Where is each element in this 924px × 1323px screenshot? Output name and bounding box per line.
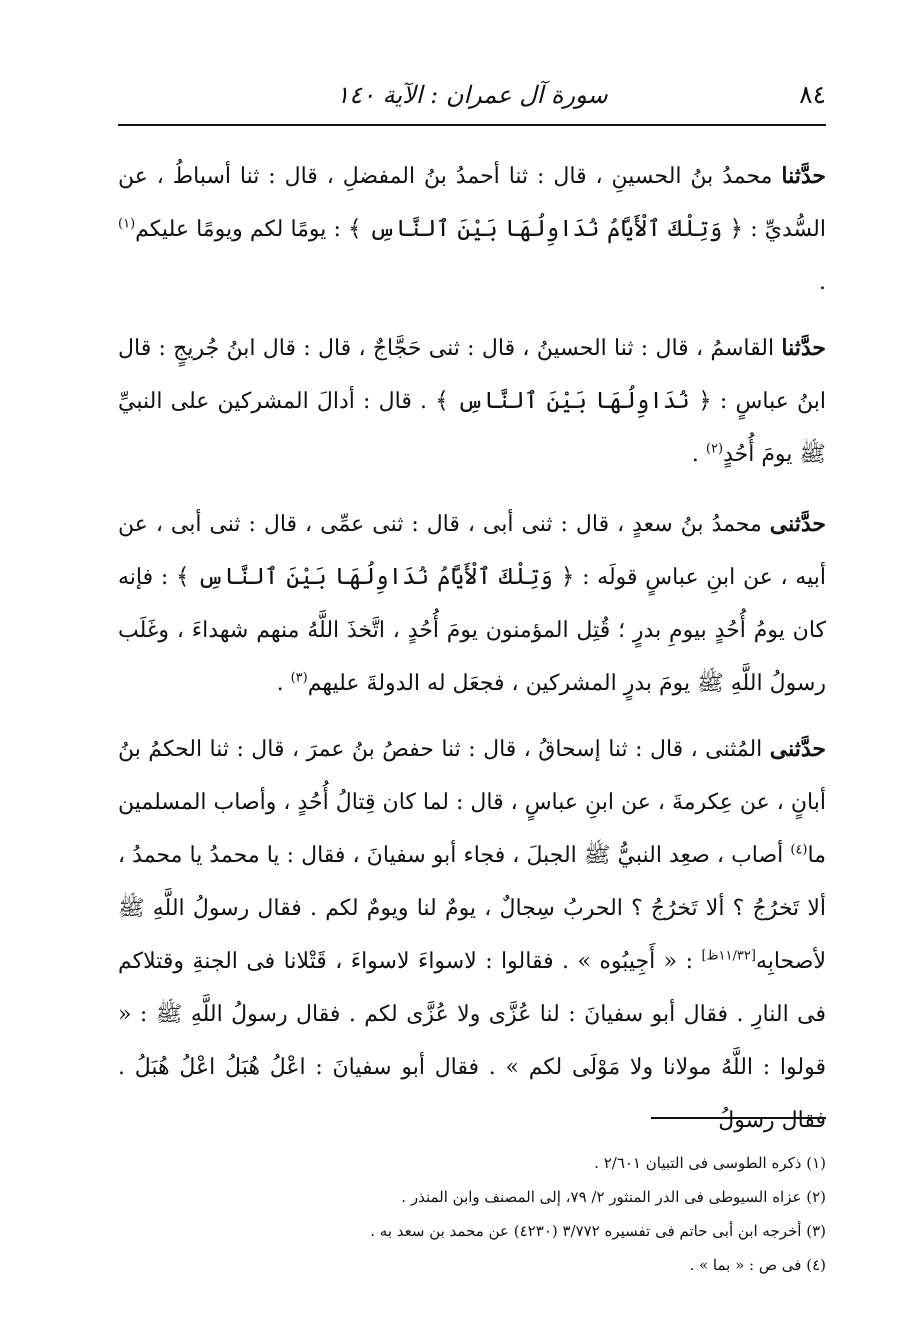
body-text bbox=[118, 150, 826, 1160]
quran-verse: ﴿ وَتِلْكَ ٱلْأَيَّامُ نُدَاوِلُهَا بَيْنَ ٱلنَّاسِ ﴾ bbox=[175, 564, 575, 590]
footnote-ref[interactable]: (٢) bbox=[705, 441, 724, 457]
page-number: ٨٤ bbox=[799, 80, 826, 109]
footnote-ref[interactable]: (١) bbox=[118, 216, 136, 232]
paragraph bbox=[118, 322, 826, 481]
text-run: أصاب ، صعِد النبيُّ ﷺ الجبلَ ، فجاء أبو سفيانَ ، فقال : يا محمدُ يا محمدُ ، ألا تَخرُجُ ؟ ألا تَخرُجُ ؟ الحربُ سِجالٌ ، يومٌ لنا ويومٌ لكم . فقال رسولُ اللَّهِ ﷺ لأصحابِه bbox=[118, 843, 826, 974]
text-run: المُثنى ، قال : ثنا إسحاقُ ، قال : ثنا حفصُ بنُ عمرَ ، قال : ثنا الحكمُ بنُ أبانٍ ، عن عِكرمةَ ، عن ابنِ عباسٍ ، قال : لما كان قِتالُ أُحُدٍ ، وأصاب المسلمين ما bbox=[118, 737, 826, 868]
footnote: (٣) أخرجه ابن أبى حاتم فى تفسيره ٣/٧٧٢ (٤٢٣٠) عن محمد بن سعد به . bbox=[370, 1222, 826, 1240]
header-rule bbox=[118, 124, 826, 126]
isnad-word: حدَّثنا bbox=[781, 335, 826, 361]
text-run: . bbox=[819, 270, 826, 295]
text-run: : يومًا لكم ويومًا عليكم bbox=[135, 217, 349, 242]
paragraph bbox=[118, 498, 826, 710]
footnote-ref[interactable]: (٣) bbox=[290, 670, 308, 686]
footnote: (٤) فى ص : « بما » . bbox=[689, 1256, 826, 1274]
footnote: (٢) عزاه السيوطى فى الدر المنثور ٢/ ٧٩، إلى المصنف وابن المنذر . bbox=[401, 1188, 826, 1206]
isnad-word: حدَّثنى bbox=[769, 511, 826, 537]
isnad-word: حدَّثنى bbox=[769, 736, 826, 762]
manuscript-folio-marker: [١١/٣٢ظ] bbox=[701, 948, 756, 964]
text-run: محمدُ بنُ الحسينِ ، قال : ثنا أحمدُ بنُ المفضلِ ، قال : ثنا أسباطُ ، عن السُّديِّ : bbox=[118, 164, 826, 242]
paragraph bbox=[118, 723, 826, 1147]
text-run: . bbox=[691, 442, 706, 467]
footnote-ref[interactable]: (٤) bbox=[790, 842, 808, 858]
text-run: : « أَجِيبُوه » . فقالوا : لاسواءَ لاسواءَ ، قَتْلانا فى الجنةِ وقتلاكم فى النارِ . فقال أبو سفيانَ : لنا عُزَّى ولا عُزَّى لكم . فقال رسولُ اللَّهِ ﷺ : « قولوا : اللَّهُ مولانا ولا مَوْلَى لكم » . فقال أبو سفيانَ : اعْلُ هُبَلُ اعْلُ هُبَلُ . فقال رسولُ bbox=[118, 949, 826, 1133]
text-run: القاسمُ ، قال : ثنا الحسينُ ، قال : ثنى حَجَّاجٌ ، قال : قال ابنُ جُريجٍ : قال ابنُ عباسٍ : bbox=[118, 336, 826, 414]
footnote: (١) ذكره الطوسى فى التبيان ٢/٦٠١ . bbox=[594, 1154, 826, 1172]
text-run: : فإنه كان يومُ أُحُدٍ بيومِ بدرٍ ؛ قُتِل المؤمنون يومَ أُحُدٍ ، اتَّخذَ اللَّهُ منهم شهداءَ ، وغَلَب رسولُ اللَّهِ ﷺ يومَ بدرٍ المشركين ، فجعَل له الدولةَ عليهم bbox=[118, 565, 826, 696]
page-header bbox=[118, 80, 826, 124]
footnotes bbox=[118, 1146, 826, 1282]
text-run: محمدُ بنُ سعدٍ ، قال : ثنى أبى ، قال : ثنى عمِّى ، قال : ثنى أبى ، عن أبيه ، عن ابنِ عباسٍ قولَه : bbox=[118, 512, 826, 590]
running-title: سورة آل عمران : الآية ١٤٠ bbox=[336, 81, 608, 109]
text-run: . قال : أدالَ المشركين على النبيِّ ﷺ يومَ أُحُدٍ bbox=[118, 389, 826, 467]
quran-verse: ﴿ وَتِلْكَ ٱلْأَيَّامُ نُدَاوِلُهَا بَيْنَ ٱلنَّاسِ ﴾ bbox=[348, 216, 744, 242]
paragraph bbox=[118, 150, 826, 309]
isnad-word: حدَّثنا bbox=[781, 163, 826, 189]
footnote-rule bbox=[651, 1117, 826, 1119]
text-run: . bbox=[276, 671, 291, 696]
quran-verse: ﴿ نُدَاوِلُهَا بَيْنَ ٱلنَّاسِ ﴾ bbox=[435, 388, 712, 414]
